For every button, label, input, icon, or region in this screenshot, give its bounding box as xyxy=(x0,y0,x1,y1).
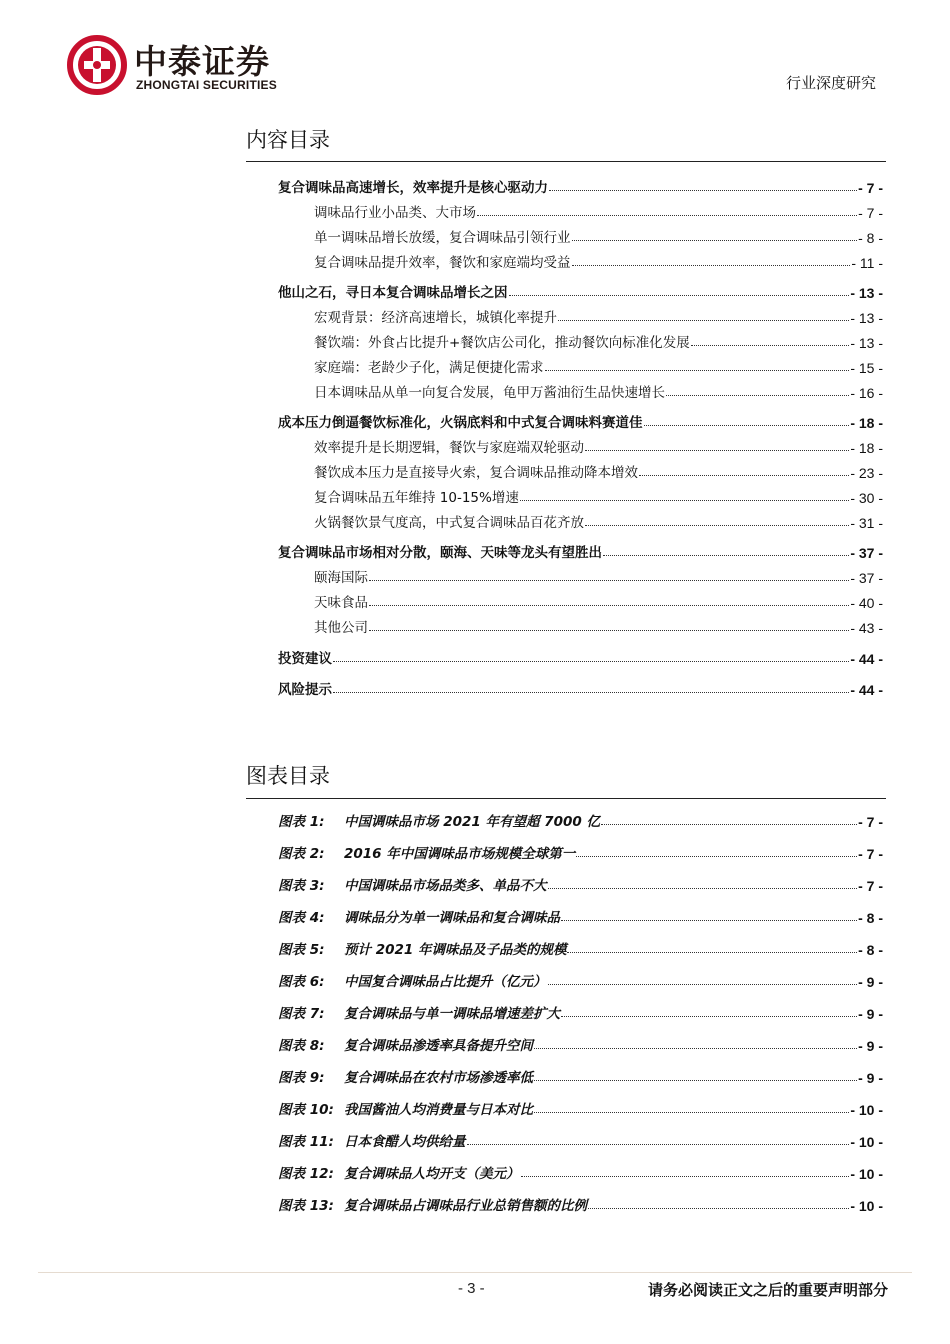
toc-section-entry[interactable] xyxy=(246,562,883,586)
toc-leader-dots xyxy=(369,580,849,581)
toc-leader-dots xyxy=(639,475,849,476)
contents-divider xyxy=(246,161,886,162)
toc-leader-dots xyxy=(548,888,858,889)
figure-page-number: - 9 - xyxy=(858,1038,883,1054)
toc-leader-dots xyxy=(572,265,851,266)
toc-entry-title: 日本调味品从单一向复合发展，龟甲万酱油衍生品快速增长 xyxy=(314,385,665,401)
figure-list-entry[interactable] xyxy=(246,838,883,862)
toc-entry-title: 复合调味品市场相对分散，颐海、天味等龙头有望胜出 xyxy=(278,545,602,561)
figure-list-entry[interactable] xyxy=(246,934,883,958)
footer-disclaimer: 请务必阅读正文之后的重要声明部分 xyxy=(647,1281,888,1299)
toc-page-number: - 30 - xyxy=(850,490,883,506)
figure-label: 图表 11: xyxy=(278,1134,334,1150)
figure-page-number: - 10 - xyxy=(850,1102,883,1118)
toc-page-number: - 37 - xyxy=(850,570,883,586)
toc-page-number: - 23 - xyxy=(850,465,883,481)
figure-label: 图表 5: xyxy=(278,942,325,958)
toc-page-number: - 18 - xyxy=(850,440,883,456)
toc-entry-title: 复合调味品提升效率，餐饮和家庭端均受益 xyxy=(314,255,571,271)
figures-divider xyxy=(246,798,886,799)
toc-leader-dots xyxy=(644,425,850,426)
toc-chapter-entry[interactable] xyxy=(246,277,883,301)
page-number: - 3 - xyxy=(458,1280,485,1297)
figure-page-number: - 8 - xyxy=(858,910,883,926)
figure-page-number: - 8 - xyxy=(858,942,883,958)
figure-label: 图表 6: xyxy=(278,974,325,990)
toc-leader-dots xyxy=(534,1080,857,1081)
toc-page-number: - 13 - xyxy=(850,285,883,301)
figure-caption: 我国酱油人均消费量与日本对比 xyxy=(344,1102,533,1118)
toc-page-number: - 13 - xyxy=(850,310,883,326)
toc-entry-title: 风险提示 xyxy=(278,682,332,698)
figure-caption: 复合调味品人均开支（美元） xyxy=(344,1166,520,1182)
toc-page-number: - 7 - xyxy=(858,205,883,221)
figure-page-number: - 10 - xyxy=(850,1134,883,1150)
toc-entry-title: 调味品行业小品类、大市场 xyxy=(314,205,476,221)
toc-page-number: - 43 - xyxy=(850,620,883,636)
toc-section-entry[interactable] xyxy=(246,457,883,481)
figure-list-entry[interactable] xyxy=(246,1094,883,1118)
toc-section-entry[interactable] xyxy=(246,482,883,506)
figure-page-number: - 7 - xyxy=(858,814,883,830)
toc-leader-dots xyxy=(509,295,850,296)
figure-list-entry[interactable] xyxy=(246,1158,883,1182)
toc-chapter-entry[interactable] xyxy=(246,643,883,667)
figure-list-entry[interactable] xyxy=(246,1190,883,1214)
toc-leader-dots xyxy=(691,345,850,346)
figure-entry-title xyxy=(278,1194,587,1214)
toc-leader-dots xyxy=(467,1144,850,1145)
toc-leader-dots xyxy=(567,952,857,953)
toc-section-entry[interactable] xyxy=(246,507,883,531)
figure-entry-title xyxy=(278,1162,520,1182)
toc-chapter-entry[interactable] xyxy=(246,537,883,561)
toc-section-entry[interactable] xyxy=(246,377,883,401)
figure-caption: 2016 年中国调味品市场规模全球第一 xyxy=(344,846,576,862)
toc-chapter-entry[interactable] xyxy=(246,407,883,431)
toc-entry-title: 投资建议 xyxy=(278,651,332,667)
figure-label: 图表 7: xyxy=(278,1006,325,1022)
toc-leader-dots xyxy=(558,320,849,321)
toc-leader-dots xyxy=(333,661,849,662)
contents-title: 内容目录 xyxy=(246,128,330,152)
figure-entry-title xyxy=(278,842,575,862)
toc-leader-dots xyxy=(601,824,857,825)
toc-chapter-entry[interactable] xyxy=(246,674,883,698)
toc-leader-dots xyxy=(561,920,857,921)
figure-label: 图表 2: xyxy=(278,846,325,862)
toc-entry-title: 效率提升是长期逻辑，餐饮与家庭端双轮驱动 xyxy=(314,440,584,456)
report-type: 行业深度研究 xyxy=(785,74,876,92)
toc-entry-title: 家庭端：老龄少子化，满足便捷化需求 xyxy=(314,360,544,376)
figure-list-entry[interactable] xyxy=(246,870,883,894)
company-logo xyxy=(66,34,286,94)
toc-entry-title: 他山之石，寻日本复合调味品增长之因 xyxy=(278,285,508,301)
logo-english-name: ZHONGTAI SECURITIES xyxy=(136,78,277,92)
toc-leader-dots xyxy=(561,1016,857,1017)
figure-caption: 中国复合调味品占比提升（亿元） xyxy=(344,974,547,990)
toc-leader-dots xyxy=(520,500,849,501)
figure-caption: 预计 2021 年调味品及子品类的规模 xyxy=(344,942,567,958)
toc-section-entry[interactable] xyxy=(246,432,883,456)
figure-page-number: - 9 - xyxy=(858,1006,883,1022)
toc-leader-dots xyxy=(585,450,849,451)
figure-list-entry[interactable] xyxy=(246,966,883,990)
figure-caption: 调味品分为单一调味品和复合调味品 xyxy=(344,910,560,926)
figure-entry-title xyxy=(278,810,600,830)
toc-entry-title: 复合调味品五年维持 10-15%增速 xyxy=(314,490,519,506)
toc-page-number: - 7 - xyxy=(858,180,883,196)
figure-entry-title xyxy=(278,1034,533,1054)
toc-page-number: - 44 - xyxy=(850,651,883,667)
toc-chapter-entry[interactable] xyxy=(246,172,883,196)
figure-label: 图表 1: xyxy=(278,814,325,830)
toc-leader-dots xyxy=(549,190,857,191)
toc-page-number: - 16 - xyxy=(850,385,883,401)
toc-leader-dots xyxy=(666,395,849,396)
figure-label: 图表 10: xyxy=(278,1102,334,1118)
zhongtai-logo-icon xyxy=(66,34,128,96)
figure-label: 图表 12: xyxy=(278,1166,334,1182)
figure-label: 图表 9: xyxy=(278,1070,325,1086)
toc-entry-title: 复合调味品高速增长，效率提升是核心驱动力 xyxy=(278,180,548,196)
toc-leader-dots xyxy=(369,605,849,606)
figure-caption: 日本食醋人均供给量 xyxy=(344,1134,466,1150)
toc-page-number: - 44 - xyxy=(850,682,883,698)
figure-page-number: - 10 - xyxy=(850,1166,883,1182)
figure-caption: 复合调味品占调味品行业总销售额的比例 xyxy=(344,1198,587,1214)
figure-list-entry[interactable] xyxy=(246,1062,883,1086)
toc-page-number: - 15 - xyxy=(850,360,883,376)
figure-entry-title xyxy=(278,1130,466,1150)
toc-page-number: - 11 - xyxy=(851,255,883,271)
toc-leader-dots xyxy=(534,1112,849,1113)
figure-label: 图表 3: xyxy=(278,878,325,894)
toc-leader-dots xyxy=(333,692,849,693)
toc-entry-title: 火锅餐饮景气度高，中式复合调味品百花齐放 xyxy=(314,515,584,531)
figure-caption: 复合调味品与单一调味品增速差扩大 xyxy=(344,1006,560,1022)
toc-section-entry[interactable] xyxy=(246,352,883,376)
toc-page-number: - 31 - xyxy=(850,515,883,531)
toc-entry-title: 宏观背景：经济高速增长，城镇化率提升 xyxy=(314,310,557,326)
toc-entry-title: 其他公司 xyxy=(314,620,368,636)
toc-section-entry[interactable] xyxy=(246,247,883,271)
toc-section-entry[interactable] xyxy=(246,197,883,221)
toc-leader-dots xyxy=(369,630,849,631)
toc-page-number: - 37 - xyxy=(850,545,883,561)
figure-entry-title xyxy=(278,1098,533,1118)
figure-list-entry[interactable] xyxy=(246,1030,883,1054)
figure-entry-title xyxy=(278,906,560,926)
toc-entry-title: 餐饮端：外食占比提升+餐饮店公司化，推动餐饮向标准化发展 xyxy=(314,335,690,351)
figure-caption: 复合调味品渗透率具备提升空间 xyxy=(344,1038,533,1054)
figure-entry-title xyxy=(278,1002,560,1022)
figure-list-entry[interactable] xyxy=(246,806,883,830)
toc-section-entry[interactable] xyxy=(246,327,883,351)
toc-leader-dots xyxy=(572,240,858,241)
figure-page-number: - 7 - xyxy=(858,846,883,862)
figure-entry-title xyxy=(278,970,547,990)
figure-caption: 中国调味品市场品类多、单品不大 xyxy=(344,878,547,894)
figure-list-entry[interactable] xyxy=(246,1126,883,1150)
toc-leader-dots xyxy=(548,984,858,985)
toc-entry-title: 单一调味品增长放缓，复合调味品引领行业 xyxy=(314,230,571,246)
toc-page-number: - 40 - xyxy=(850,595,883,611)
logo-chinese-name: 中泰证券 xyxy=(134,42,270,81)
figure-label: 图表 13: xyxy=(278,1198,334,1214)
figure-page-number: - 9 - xyxy=(858,1070,883,1086)
toc-leader-dots xyxy=(588,1208,849,1209)
figure-entry-title xyxy=(278,938,566,958)
toc-leader-dots xyxy=(576,856,857,857)
toc-page-number: - 18 - xyxy=(850,415,883,431)
figure-caption: 复合调味品在农村市场渗透率低 xyxy=(344,1070,533,1086)
toc-leader-dots xyxy=(585,525,849,526)
figure-entry-title xyxy=(278,1066,533,1086)
toc-entry-title: 天味食品 xyxy=(314,595,368,611)
toc-leader-dots xyxy=(603,555,849,556)
toc-leader-dots xyxy=(477,215,857,216)
figure-page-number: - 9 - xyxy=(858,974,883,990)
figure-label: 图表 4: xyxy=(278,910,325,926)
toc-entry-title: 成本压力倒逼餐饮标准化，火锅底料和中式复合调味料赛道佳 xyxy=(278,415,643,431)
figures-title: 图表目录 xyxy=(246,764,330,788)
figure-list-entry[interactable] xyxy=(246,902,883,926)
toc-section-entry[interactable] xyxy=(246,612,883,636)
toc-leader-dots xyxy=(521,1176,850,1177)
figure-caption: 中国调味品市场 2021 年有望超 7000 亿 xyxy=(344,814,600,830)
footer-divider xyxy=(38,1272,912,1273)
figure-page-number: - 10 - xyxy=(850,1198,883,1214)
figure-list-entry[interactable] xyxy=(246,998,883,1022)
toc-section-entry[interactable] xyxy=(246,587,883,611)
figure-page-number: - 7 - xyxy=(858,878,883,894)
toc-leader-dots xyxy=(534,1048,857,1049)
toc-section-entry[interactable] xyxy=(246,302,883,326)
figure-label: 图表 8: xyxy=(278,1038,325,1054)
toc-page-number: - 8 - xyxy=(858,230,883,246)
toc-section-entry[interactable] xyxy=(246,222,883,246)
toc-entry-title: 颐海国际 xyxy=(314,570,368,586)
toc-page-number: - 13 - xyxy=(850,335,883,351)
toc-entry-title: 餐饮成本压力是直接导火索，复合调味品推动降本增效 xyxy=(314,465,638,481)
figure-entry-title xyxy=(278,874,547,894)
toc-leader-dots xyxy=(545,370,850,371)
